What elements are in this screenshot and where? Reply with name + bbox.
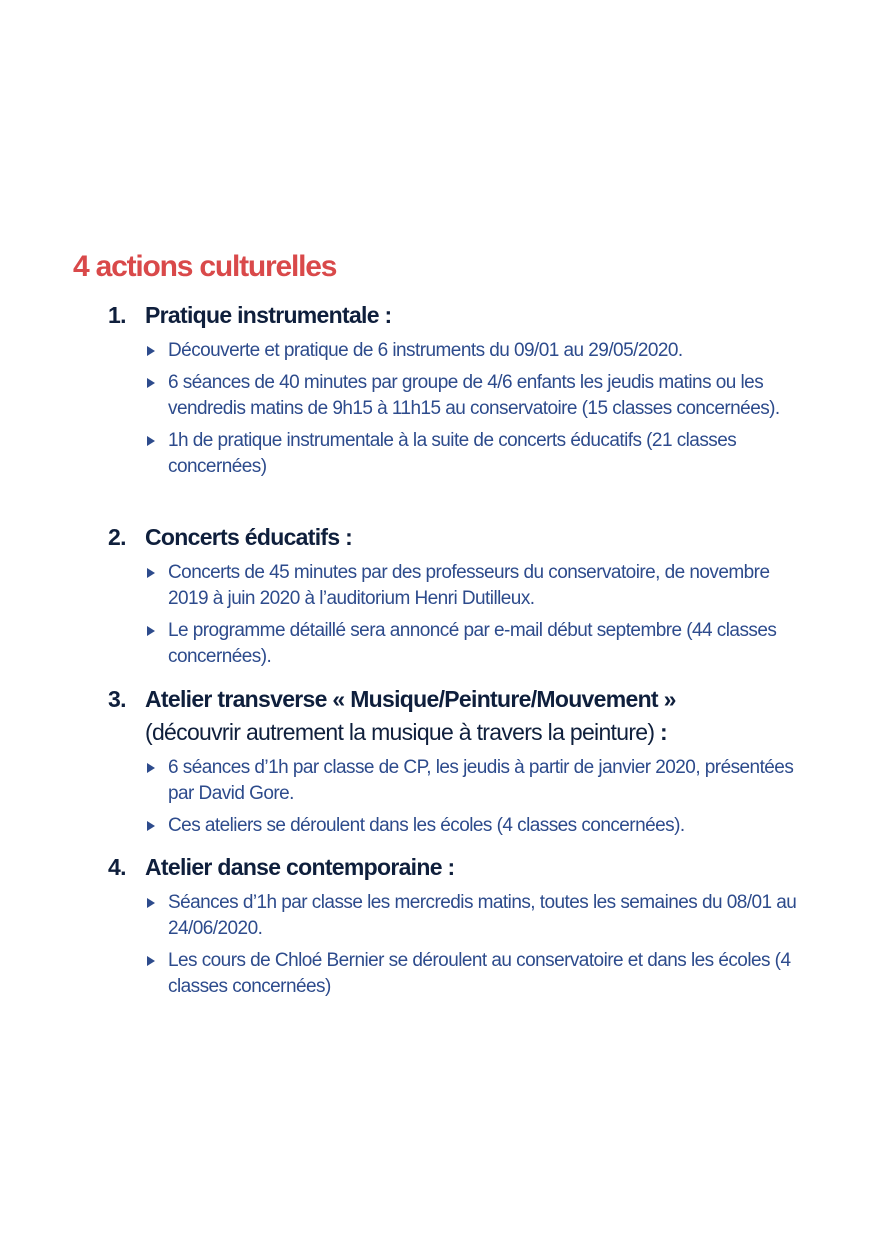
- bullet-text: Découverte et pratique de 6 instruments du 09/01 au 29/05/2020.: [168, 340, 683, 361]
- triangle-bullet-icon: [147, 378, 155, 388]
- list-item: [146, 338, 808, 364]
- bullet-text: Séances d’1h par classe les mercredis matins, toutes les semaines du 08/01 au 24/06/2020.: [168, 892, 797, 939]
- bullet-list: [146, 755, 808, 839]
- triangle-bullet-icon: [147, 436, 155, 446]
- section-title: Atelier danse contemporaine :: [145, 854, 455, 880]
- list-item: [146, 890, 808, 942]
- section-subtitle: (découvrir autrement la musique à travers la peinture): [145, 719, 655, 745]
- triangle-bullet-icon: [147, 568, 155, 578]
- section-number: 3.: [108, 686, 126, 712]
- triangle-bullet-icon: [147, 626, 155, 636]
- bullet-list: [146, 890, 808, 1000]
- section-subtitle-colon: :: [654, 719, 667, 745]
- list-item: [146, 618, 808, 670]
- triangle-bullet-icon: [147, 346, 155, 356]
- section-pratique-instrumentale: [108, 299, 808, 480]
- section-title: Atelier transverse « Musique/Peinture/Mouvement »: [145, 686, 676, 712]
- section-title-wrap: [145, 683, 808, 749]
- section-heading: [108, 521, 808, 554]
- section-number: 1.: [108, 302, 126, 328]
- page-title: 4 actions culturelles: [73, 250, 337, 283]
- triangle-bullet-icon: [147, 956, 155, 966]
- section-title-wrap: [145, 851, 808, 884]
- triangle-bullet-icon: [147, 763, 155, 773]
- section-title: Pratique instrumentale :: [145, 302, 392, 328]
- list-item: [146, 755, 808, 807]
- section-title-wrap: [145, 299, 808, 332]
- bullet-text: 6 séances de 40 minutes par groupe de 4/6 enfants les jeudis matins ou les vendredis matins de 9h15 à 11h15 au conservatoire (15 classes concernées).: [168, 372, 780, 419]
- section-concerts-educatifs: [108, 521, 808, 670]
- section-atelier-danse: [108, 851, 808, 1000]
- section-atelier-transverse: [108, 683, 808, 839]
- section-number: 4.: [108, 854, 126, 880]
- section-title-wrap: [145, 521, 808, 554]
- bullet-list: [146, 338, 808, 480]
- section-title: Concerts éducatifs :: [145, 524, 353, 550]
- bullet-text: Concerts de 45 minutes par des professeurs du conservatoire, de novembre 2019 à juin 2020 à l’auditorium Henri Dutilleux.: [168, 562, 770, 609]
- triangle-bullet-icon: [147, 821, 155, 831]
- bullet-text: 6 séances d’1h par classe de CP, les jeudis à partir de janvier 2020, présentées par David Gore.: [168, 757, 794, 804]
- list-item: [146, 560, 808, 612]
- section-number: 2.: [108, 524, 126, 550]
- triangle-bullet-icon: [147, 898, 155, 908]
- list-item: [146, 428, 808, 480]
- list-item: [146, 813, 808, 839]
- bullet-list: [146, 560, 808, 670]
- section-heading: [108, 299, 808, 332]
- bullet-text: Le programme détaillé sera annoncé par e-mail début septembre (44 classes concernées).: [168, 620, 777, 667]
- list-item: [146, 370, 808, 422]
- bullet-text: Les cours de Chloé Bernier se déroulent au conservatoire et dans les écoles (4 classes concernées): [168, 950, 791, 997]
- bullet-text: 1h de pratique instrumentale à la suite de concerts éducatifs (21 classes concernées): [168, 430, 737, 477]
- section-heading: [108, 683, 808, 749]
- bullet-text: Ces ateliers se déroulent dans les écoles (4 classes concernées).: [168, 815, 685, 836]
- section-heading: [108, 851, 808, 884]
- list-item: [146, 948, 808, 1000]
